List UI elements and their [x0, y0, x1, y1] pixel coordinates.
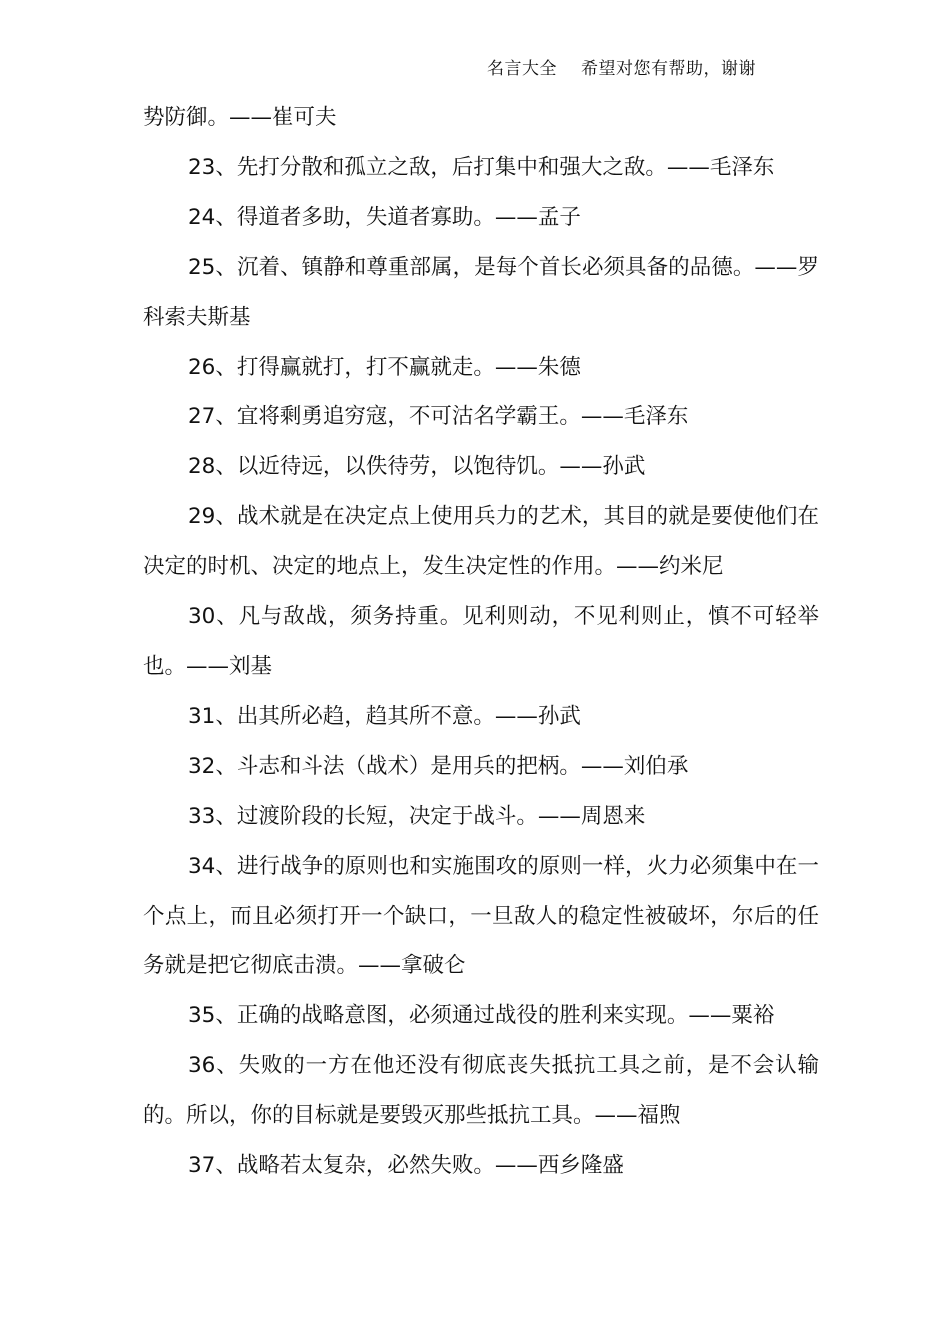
- quote-31: 31、出其所必趋，趋其所不意。——孙武: [188, 703, 581, 729]
- quote-26: 26、打得赢就打，打不赢就走。——朱德: [188, 354, 581, 380]
- quote-29: 29、战术就是在决定点上使用兵力的艺术，其目的就是要使他们在决定的时机、决定的地点上，发生决定性的作用。——约米尼: [143, 504, 819, 580]
- quote-30: 30、凡与敌战，须务持重。见利则动，不见利则止，慎不可轻举也。——刘基: [143, 604, 819, 679]
- quote-27: 27、宜将剩勇追穷寇，不可沽名学霸王。——毛泽东: [188, 404, 689, 430]
- header-right-text: 希望对您有帮助，谢谢: [581, 59, 756, 79]
- quote-37: 37、战略若太复杂，必然失败。——西乡隆盛: [188, 1153, 624, 1179]
- page-header: [487, 54, 756, 79]
- header-left-text: 名言大全: [487, 59, 557, 79]
- quote-33: 33、过渡阶段的长短，决定于战斗。——周恩来: [188, 803, 646, 829]
- quote-35: 35、正确的战略意图，必须通过战役的胜利来实现。——粟裕: [188, 1003, 775, 1029]
- quote-36: 36、失败的一方在他还没有彻底丧失抵抗工具之前，是不会认输的。所以，你的目标就是要毁灭那些抵抗工具。——福煦: [143, 1053, 819, 1129]
- quote-28: 28、以近待远，以佚待劳，以饱待饥。——孙武: [188, 454, 646, 480]
- quote-32: 32、斗志和斗法（战术）是用兵的把柄。——刘伯承: [188, 753, 689, 779]
- quote-34: 34、进行战争的原则也和实施围攻的原则一样，火力必须集中在一个点上，而且必须打开一个缺口，一旦敌人的稳定性被破坏，尔后的任务就是把它彻底击溃。——拿破仑: [143, 853, 819, 979]
- quote-25: 25、沉着、镇静和尊重部属，是每个首长必须具备的品德。——罗科索夫斯基: [143, 254, 819, 330]
- quote-list: [143, 93, 819, 1191]
- paragraph-continuation: 势防御。——崔可夫: [143, 105, 337, 130]
- quote-23: 23、先打分散和孤立之敌，后打集中和强大之敌。——毛泽东: [188, 154, 775, 180]
- quote-24: 24、得道者多助，失道者寡助。——孟子: [188, 204, 581, 230]
